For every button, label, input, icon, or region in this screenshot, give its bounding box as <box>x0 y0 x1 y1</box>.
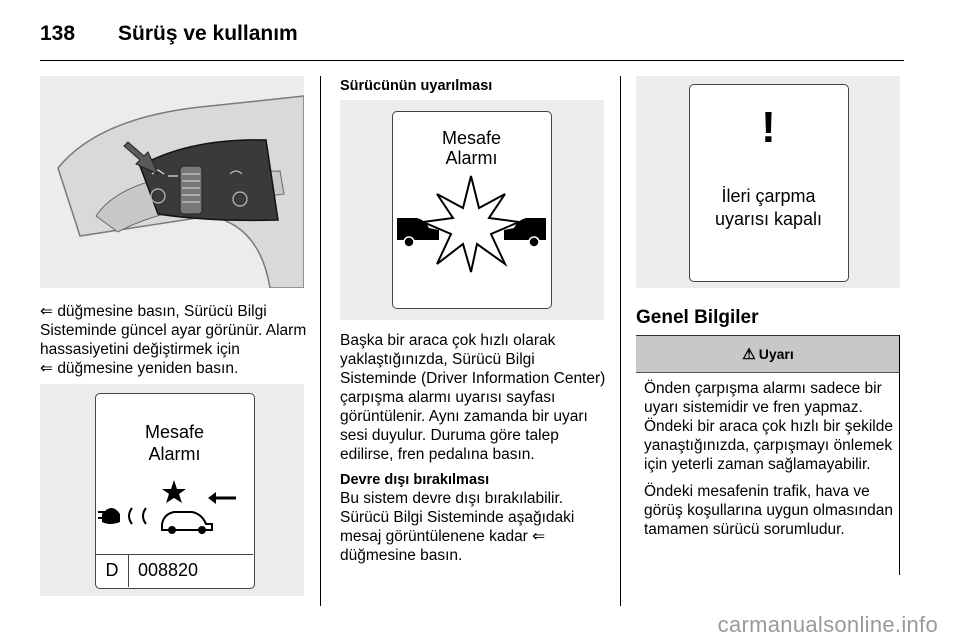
left-text-2: Alarm hassasiyetini değiştirmek için <box>40 322 307 358</box>
deactivation-text: Bu sistem devre dışı bırakılabilir. Sürücü Bilgi Sisteminde aşağıdaki mesaj görüntülenene kadar <box>340 490 575 545</box>
watermark: carmanualsonline.info <box>717 612 938 637</box>
middle-display-panel <box>340 100 604 320</box>
steering-wheel-drawing <box>40 76 304 288</box>
deactivation-text-end: düğmesine basın. <box>340 547 463 564</box>
display-title-line1: Mesafe <box>441 128 502 148</box>
left-text-3: düğmesine yeniden basın. <box>57 360 239 377</box>
header-rule <box>40 60 904 61</box>
warning-title: Uyarı <box>758 346 794 362</box>
warning-paragraph-1: Önden çarpışma alarmı sadece bir uyarı sistemidir ve fren yapmaz. Öndeki bir araca çok hızlı bir şekilde yanaştığınızda, çarpışmayı önlemek için yeterli zaman sağlamayabilir. <box>644 380 893 473</box>
deactivation-paragraph <box>340 489 602 565</box>
odometer-value: 008820 <box>138 560 199 580</box>
warning-box <box>636 335 900 576</box>
right-display-panel <box>636 76 900 288</box>
exclamation-icon: ! <box>761 103 776 152</box>
display-line2: uyarısı kapalı <box>714 209 823 229</box>
display-line1: İleri çarpma <box>721 186 816 206</box>
following-distance-icon <box>96 474 253 534</box>
column-divider-2 <box>620 76 621 606</box>
middle-display-screen <box>392 111 552 309</box>
warning-section-heading: Sürücünün uyarılması <box>340 78 493 94</box>
gear-indicator: D <box>96 554 129 587</box>
left-display-screen <box>95 393 255 589</box>
distance-button-icon-2: ⇐ <box>40 360 53 377</box>
deactivation-heading: Devre dışı bırakılması <box>340 472 490 488</box>
warning-box-header <box>636 336 900 373</box>
warning-paragraph-2: Öndeki mesafenin trafik, hava ve görüş koşullarına uygun olmasından tamamen sürücü sorumludur. <box>644 483 894 538</box>
middle-paragraph: Başka bir araca çok hızlı olarak yaklaştığınızda, Sürücü Bilgi Sisteminde (Driver Information Center) çarpışma alarmı uyarısı sayfası görüntülenir. Aynı zamanda bir uyarı sesi duyulur. Duruma göre talep edilirse, fren pedalına basın. <box>340 332 606 463</box>
warning-box-right-rule <box>899 335 900 575</box>
general-info-heading: Genel Bilgiler <box>636 307 759 328</box>
display-title-line1: Mesafe <box>144 422 205 442</box>
left-paragraph <box>40 302 308 378</box>
distance-button-icon: ⇐ <box>40 303 53 320</box>
warning-body <box>636 373 900 539</box>
distance-button-icon-3: ⇐ <box>532 528 546 545</box>
display-title-line2: Alarmı <box>148 444 201 464</box>
display-title-line2: Alarmı <box>445 148 498 168</box>
collision-alert-icon <box>393 174 550 274</box>
steering-wheel-illustration <box>40 76 304 288</box>
right-display-screen <box>689 84 849 282</box>
page-number: 138 <box>40 22 76 45</box>
left-display-panel <box>40 384 304 596</box>
left-text-1: düğmesine basın, Sürücü Bilgi Sisteminde güncel ayar görünür. <box>40 303 267 339</box>
page-title: Sürüş ve kullanım <box>118 22 298 45</box>
column-divider-1 <box>320 76 321 606</box>
warning-triangle-icon: ⚠ <box>742 346 756 363</box>
